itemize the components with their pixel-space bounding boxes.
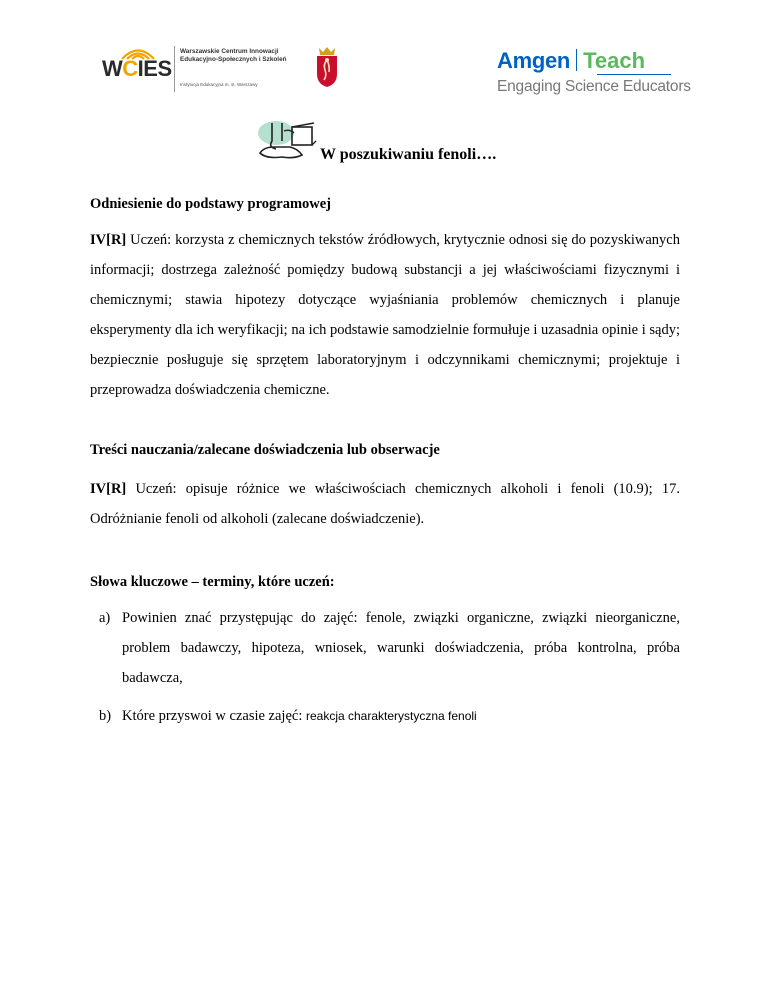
warsaw-crest-icon <box>315 46 339 88</box>
amgen-teach-logo <box>497 46 691 100</box>
page-header <box>0 0 768 110</box>
section-heading: Treści nauczania/zalecane doświadczenia lub obserwacje <box>90 442 440 458</box>
section-code: IV[R] <box>90 481 127 497</box>
list-item-extra: reakcja charakterystyczna fenoli <box>305 709 477 723</box>
section-content-body <box>90 474 680 534</box>
wcies-logo: WCIES <box>102 56 172 81</box>
keywords-heading: Słowa kluczowe – terminy, które uczeń: <box>90 574 335 590</box>
section-curriculum-body <box>90 225 680 405</box>
list-item <box>90 603 680 693</box>
amgen-brand: Amgen <box>497 48 571 73</box>
amgen-underline <box>597 74 671 75</box>
list-marker: b) <box>99 708 112 724</box>
logo-divider <box>174 46 175 92</box>
section-curriculum <box>90 196 680 213</box>
section-text <box>90 225 680 405</box>
list-marker: a) <box>99 610 111 626</box>
title-block <box>254 117 554 165</box>
wcies-line1: Warszawskie Centrum Innowacji <box>180 48 279 55</box>
amgen-divider <box>576 49 577 71</box>
section-code: IV[R] <box>90 232 127 248</box>
wcies-name <box>180 48 300 64</box>
amgen-logo-row <box>497 46 673 74</box>
list-item-text: Które przyswoi w czasie zajęć: <box>122 708 306 724</box>
section-keywords <box>90 574 680 591</box>
teach-brand: Teach <box>583 48 646 73</box>
section-text-body: Uczeń: korzysta z chemicznych tekstów źródłowych, krytycznie odnosi się do pozyskiwanych informacji; dostrzega zależność pomiędzy budową substancji a jej właściwościami fizycznymi i chemicznymi; stawia hipotezy dotyczące wyjaśniania problemów chemicznych i planuje eksperymenty dla ich weryfikacji; na ich podstawie samodzielnie formułuje i uzasadnia opinie i sądy; bezpiecznie posługuje się sprzętem laboratoryjnym i odczynnikami chemicznymi; projektuje i przeprowadza doświadczenia chemiczne. <box>90 232 680 398</box>
page-title: W poszukiwaniu fenoli…. <box>320 146 497 163</box>
wcies-logo-block <box>102 46 302 96</box>
list-item-text: Powinien znać przystępując do zajęć: fenole, związki organiczne, związki nieorganiczne, problem badawczy, hipoteza, wniosek, warunki doświadczenia, próba kontrolna, próba badawcza, <box>122 610 680 686</box>
lab-flask-icon <box>254 117 322 161</box>
wcies-line2: Edukacyjno-Społecznych i Szkoleń <box>180 56 287 63</box>
keywords-list-wrap <box>90 603 680 731</box>
amgen-tagline: Engaging Science Educators <box>497 78 691 95</box>
wcies-subtitle: Instytucja Edukacyjna m. st. Warszawy <box>180 82 258 87</box>
section-text <box>90 474 680 534</box>
list-item <box>90 701 680 731</box>
keywords-list <box>90 603 680 731</box>
section-text-body: Uczeń: opisuje różnice we właściwościach chemicznych alkoholi i fenoli (10.9); 17. Odróżnianie fenoli od alkoholi (zalecane doświadczenie). <box>90 481 680 527</box>
section-content <box>90 442 680 459</box>
section-heading: Odniesienie do podstawy programowej <box>90 196 332 212</box>
